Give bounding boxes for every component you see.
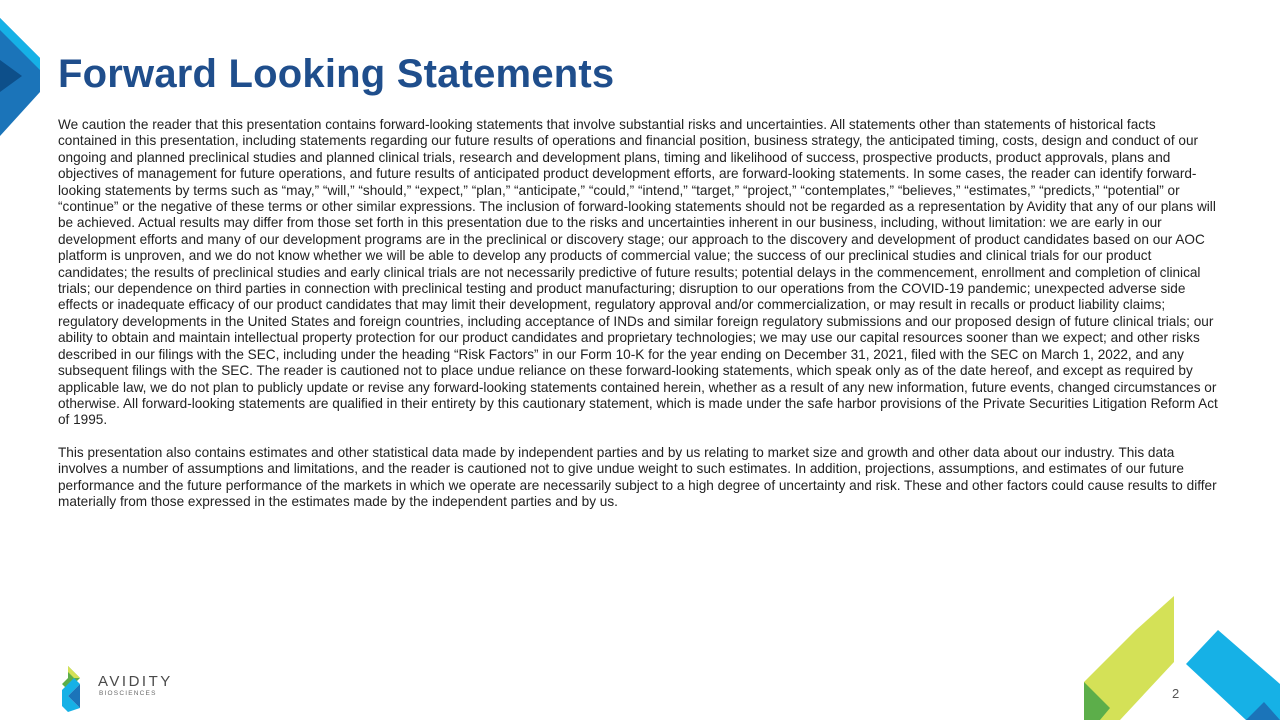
brand-subtitle: BIOSCIENCES [99,690,157,697]
corner-accent-bottom-right-lime [1080,596,1176,720]
avidity-logo-icon [58,664,94,714]
brand-name: AVIDITY [98,673,173,690]
page-number: 2 [1172,686,1180,701]
estimates-paragraph: This presentation also contains estimates and other statistical data made by independent parties and by us relating to market size and growth and other data about our industry. This data involves a number of assumptions and limitations, and the reader is cautioned not to give undue weight to such estimates. In addition, projections, assumptions, and estimates of our future performance and the future performance of the markets in which we operate are necessarily subject to a high degree of uncertainty and risk. These and other factors could cause results to differ materially from those expressed in the estimates made by the independent parties and by us. [58,444,1217,509]
corner-accent-top-left [0,0,44,140]
slide-title: Forward Looking Statements [58,52,615,96]
forward-looking-paragraph: We caution the reader that this presentation contains forward-looking statements that involve substantial risks and uncertainties. All statements other than statements of historical facts contained in this presentation, including statements regarding our future results of operations and financial position, business strategy, the anticipated timing, costs, design and conduct of our ongoing and planned preclinical studies and planned clinical trials, research and development plans, timing and likelihood of success, prospective products, product approvals, plans and objectives of management for future operations, and future results of anticipated product development efforts, are forward-looking statements. In some cases, the reader can identify forward-looking statements by terms such as “may,” “will,” “should,” “expect,” “plan,” “anticipate,” “could,” “intend,” “target,” “project,” “contemplates,” “believes,” “estimates,” “predicts,” “potential” or “continue” or the negative of these terms or other similar expressions. The inclusion of forward-looking statements should not be regarded as a representation by Avidity that any of our plans will be achieved. Actual results may differ from those set forth in this presentation due to the risks and uncertainties inherent in our business, including, without limitation: we are early in our development efforts and many of our development programs are in the preclinical or discovery stage; our approach to the discovery and development of product candidates based on our AOC platform is unproven, and we do not know whether we will be able to develop any products of commercial value; the success of our preclinical studies and clinical trials for our product candidates; the results of preclinical studies and early clinical trials are not necessarily predictive of future results; potential delays in the commencement, enrollment and completion of clinical trials; our dependence on third parties in connection with preclinical testing and product manufacturing; disruption to our operations from the COVID-19 pandemic; unexpected adverse side effects or inadequate efficacy of our product candidates that may limit their development, regulatory approval and/or commercialization, or may result in recalls or product liability claims; regulatory developments in the United States and foreign countries, including acceptance of INDs and similar foreign regulatory submissions and our proposed design of future clinical trials; our ability to obtain and maintain intellectual property protection for our product candidates and proprietary technologies; we may use our capital resources sooner than we expect; and other risks described in our filings with the SEC, including under the heading “Risk Factors” in our Form 10-K for the year ending on December 31, 2021, filed with the SEC on March 1, 2022, and any subsequent filings with the SEC. The reader is cautioned not to place undue reliance on these forward-looking statements, which speak only as of the date hereof, and except as required by applicable law, we do not plan to publicly update or revise any forward-looking statements contained herein, whether as a result of any new information, future events, changed circumstances or otherwise. All forward-looking statements are qualified in their entirety by this cautionary statement, which is made under the safe harbor provisions of the Private Securities Litigation Reform Act of 1995. [58,117,1218,428]
disclaimer-body [58,117,1218,526]
corner-accent-bottom-right-blue [1182,628,1280,720]
